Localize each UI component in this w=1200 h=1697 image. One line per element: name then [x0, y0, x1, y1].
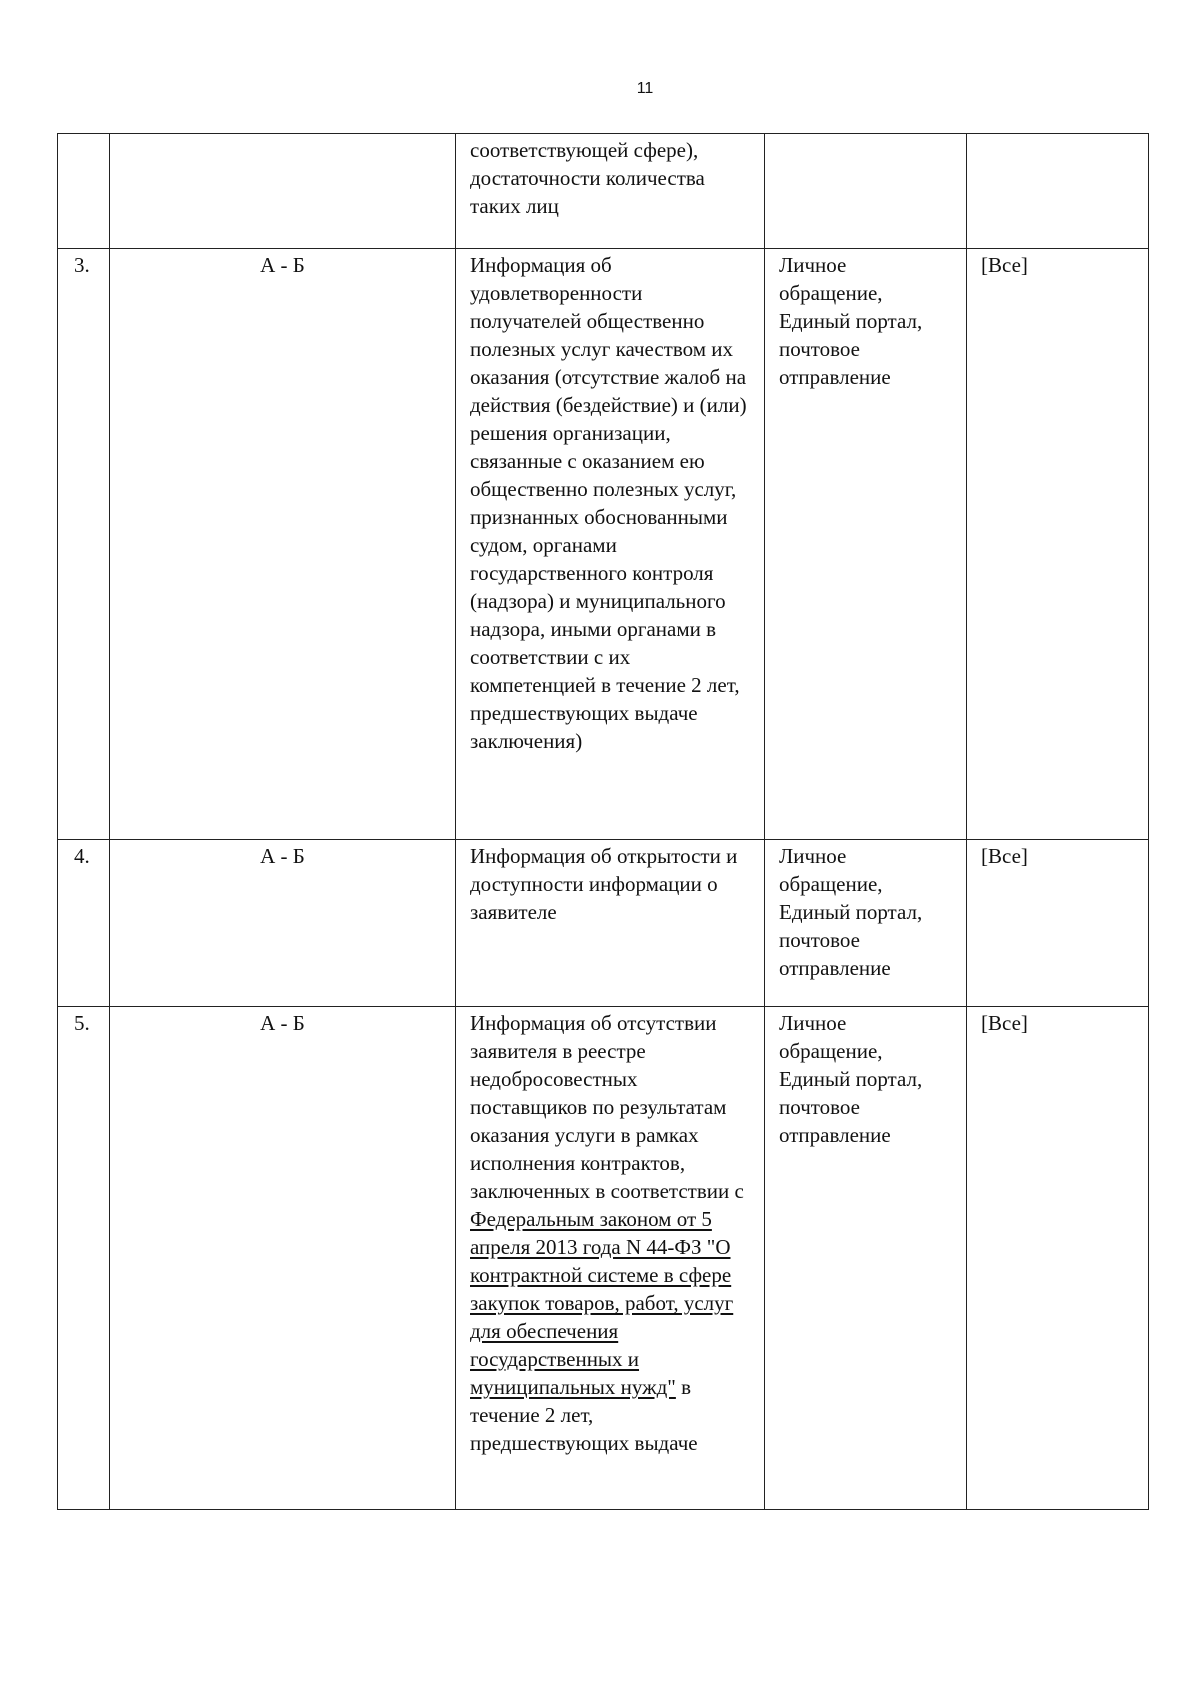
category-cell: А - Б	[110, 840, 456, 1007]
page-number: 11	[636, 80, 654, 97]
row-number-cell: 4.	[58, 840, 110, 1007]
row-number-cell	[58, 134, 110, 249]
requirements-table	[57, 133, 1149, 1510]
scope-cell	[967, 134, 1149, 249]
info-cell: соответствующей сфере), достаточности количества таких лиц	[456, 134, 765, 249]
scope-cell: [Все]	[967, 840, 1149, 1007]
category-cell	[110, 134, 456, 249]
table-row	[58, 249, 1149, 840]
row-number-cell: 3.	[58, 249, 110, 840]
category-cell: А - Б	[110, 249, 456, 840]
table-row	[58, 840, 1149, 1007]
info-text-continued: в течение 2 лет, предшествующих выдаче	[470, 1375, 698, 1455]
info-cell: Информация об открытости и доступности информации о заявителе	[456, 840, 765, 1007]
method-cell	[765, 134, 967, 249]
table-row	[58, 134, 1149, 249]
row-number-cell: 5.	[58, 1007, 110, 1510]
federal-law-link[interactable]: Федеральным законом от 5 апреля 2013 года N 44-ФЗ "О контрактной системе в сфере закупок товаров, работ, услуг для обеспечения государственных и муниципальных нужд"	[470, 1207, 734, 1399]
scope-cell: [Все]	[967, 249, 1149, 840]
method-cell: Личное обращение, Единый портал, почтовое отправление	[765, 840, 967, 1007]
table-row	[58, 1007, 1149, 1510]
method-cell: Личное обращение, Единый портал, почтовое отправление	[765, 1007, 967, 1510]
info-cell	[456, 1007, 765, 1510]
scope-cell: [Все]	[967, 1007, 1149, 1510]
category-cell: А - Б	[110, 1007, 456, 1510]
method-cell: Личное обращение, Единый портал, почтовое отправление	[765, 249, 967, 840]
info-text: Информация об отсутствии заявителя в реестре недобросовестных поставщиков по результатам оказания услуги в рамках исполнения контрактов, заключенных в соответствии с	[470, 1011, 744, 1203]
info-cell: Информация об удовлетворенности получателей общественно полезных услуг качеством их оказания (отсутствие жалоб на действия (бездействие) и (или) решения организации, связанные с оказанием ею общественно полезных услуг, признанных обоснованными судом, органами государственного контроля (надзора) и муниципального надзора, иными органами в соответствии с их компетенцией в течение 2 лет, предшествующих выдаче заключения)	[456, 249, 765, 840]
